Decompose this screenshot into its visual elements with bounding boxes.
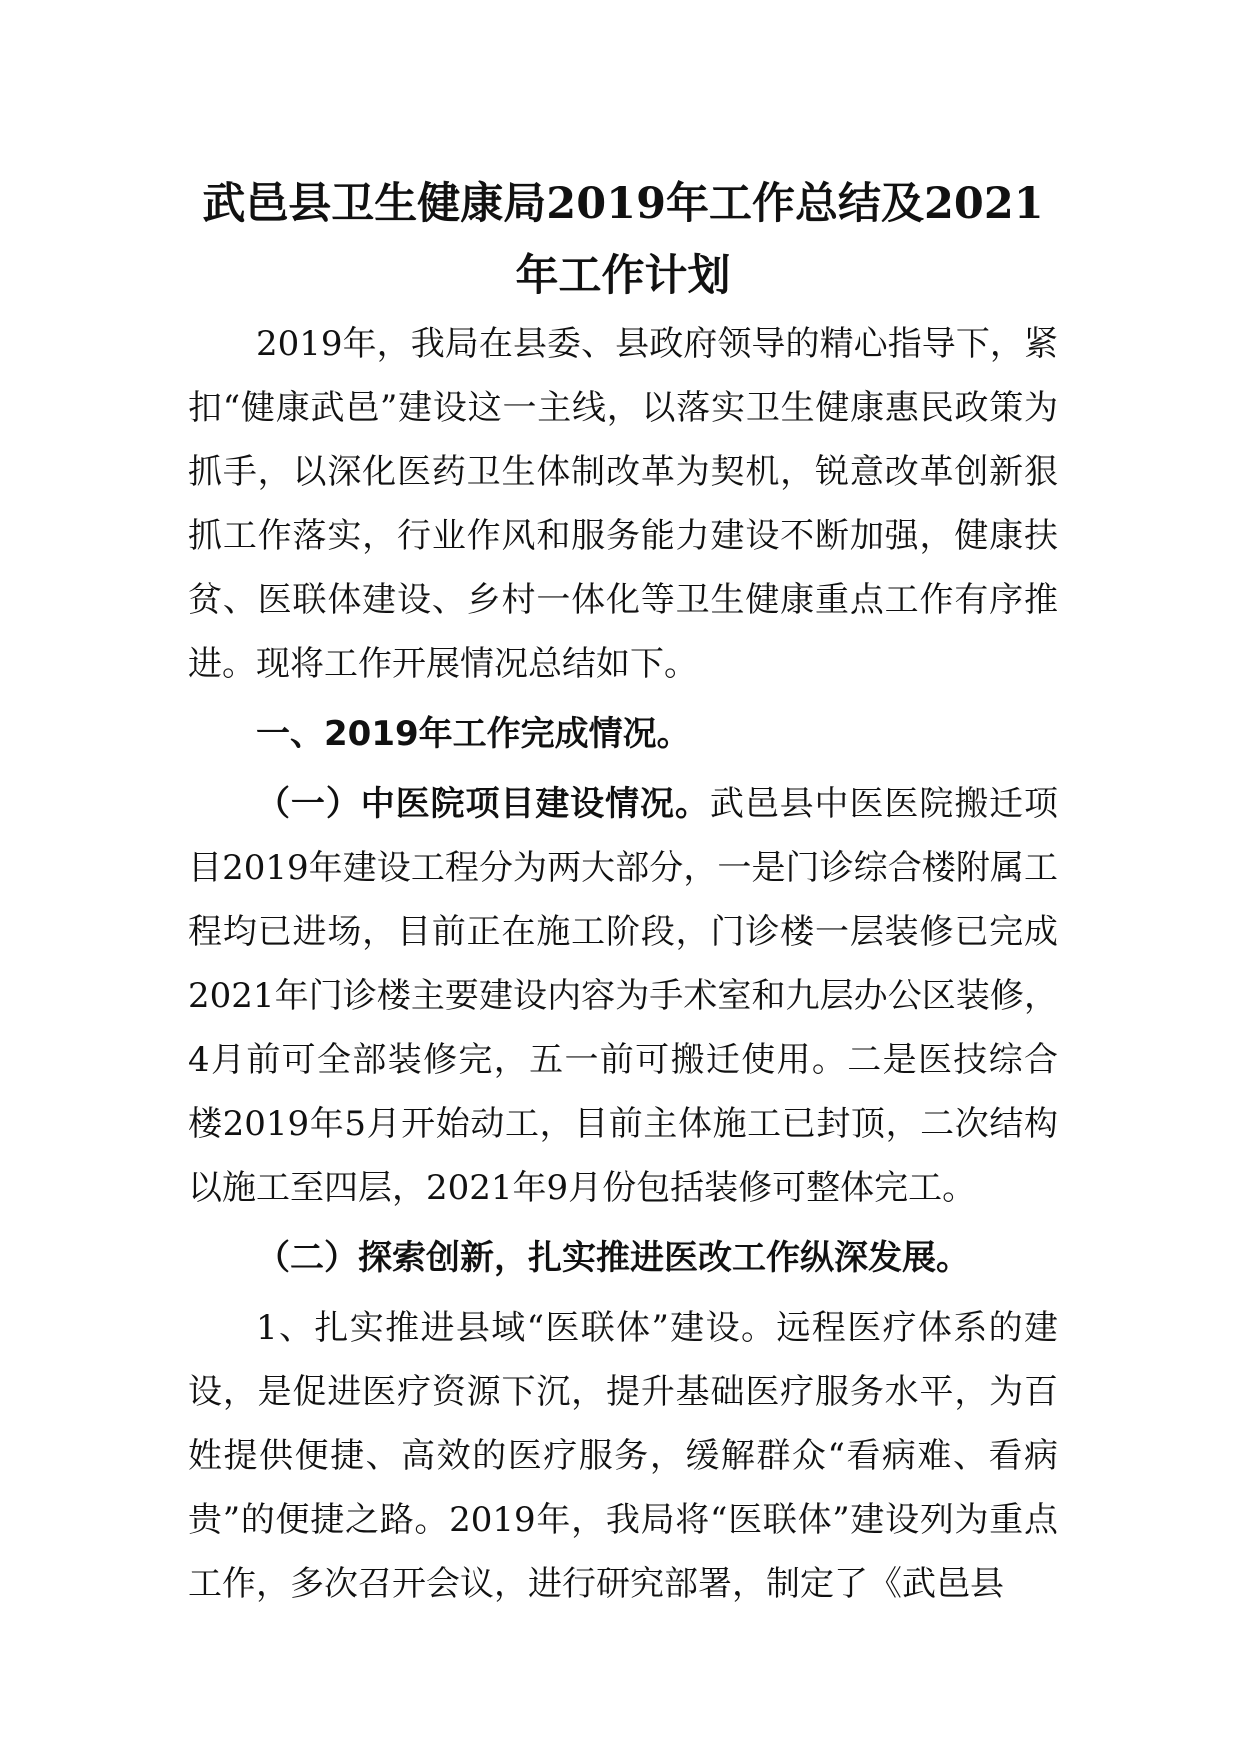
subsection-1-heading: （一）中医院项目建设情况。: [256, 784, 710, 824]
subsection-1-text: 武邑县中医医院搬迁项目2019年建设工程分为两大部分，一是门诊综合楼附属工程均已进场，目前正在施工阶段，门诊楼一层装修已完成2021年门诊楼主要建设内容为手术室和九层办公区装修，4月前可全部装修完，五一前可搬迁使用。二是医技综合楼2019年5月开始动工，目前主体施工已封顶，二次结构以施工至四层，2021年9月份包括装修可整体完工。: [188, 784, 1059, 1208]
document-body: [188, 168, 1058, 1616]
item-1-paragraph: 1、扎实推进县域“医联体”建设。远程医疗体系的建设，是促进医疗资源下沉，提升基础医疗服务水平，为百姓提供便捷、高效的医疗服务，缓解群众“看病难、看病贵”的便捷之路。2019年，我局将“医联体”建设列为重点工作，多次召开会议，进行研究部署，制定了《武邑县: [188, 1308, 1058, 1604]
subsection-1-paragraph: [188, 772, 1058, 1220]
subsection-2-heading: （二）探索创新，扎实推进医改工作纵深发展。: [256, 1238, 970, 1278]
document-title: 武邑县卫生健康局2019年工作总结及2021年工作计划: [202, 179, 1044, 301]
section-heading-1: 一、2019年工作完成情况。: [256, 714, 691, 754]
intro-paragraph: 2019年，我局在县委、县政府领导的精心指导下，紧扣“健康武邑”建设这一主线，以落实卫生健康惠民政策为抓手，以深化医药卫生体制改革为契机，锐意改革创新狠抓工作落实，行业作风和服务能力建设不断加强，健康扶贫、医联体建设、乡村一体化等卫生健康重点工作有序推进。现将工作开展情况总结如下。: [188, 324, 1058, 684]
